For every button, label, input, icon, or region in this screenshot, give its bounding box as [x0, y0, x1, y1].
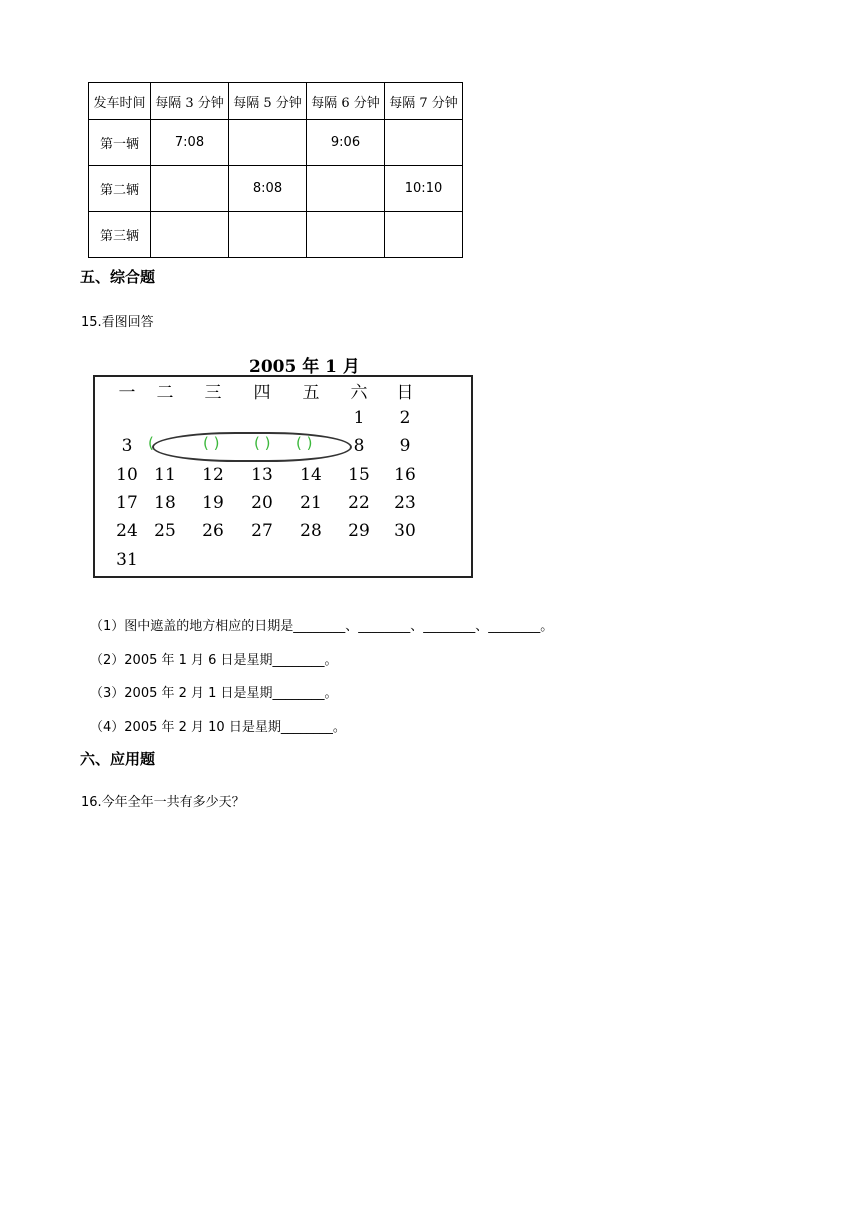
weekday-label: 四 — [253, 383, 271, 403]
weekday-label: 二 — [156, 383, 174, 403]
calendar-day: 28 — [300, 521, 322, 541]
calendar-day: 20 — [251, 493, 273, 513]
table-row — [89, 166, 463, 212]
calendar-day: 19 — [202, 493, 224, 513]
hidden-date-mark: ( ) — [254, 434, 271, 452]
table-header-cell: 发车时间 — [89, 83, 151, 120]
table-header-cell: 每隔 7 分钟 — [385, 83, 463, 120]
row-label: 第一辆 — [89, 120, 151, 166]
table-cell — [229, 120, 307, 166]
calendar-day: 9 — [399, 436, 411, 456]
table-cell — [385, 120, 463, 166]
table-cell — [151, 166, 229, 212]
table-header-row — [89, 83, 463, 120]
table-cell — [385, 212, 463, 258]
hidden-date-mark: ( ) — [203, 434, 220, 452]
calendar-day: 27 — [251, 521, 273, 541]
calendar-day: 3 — [121, 436, 133, 456]
calendar-day: 18 — [154, 493, 176, 513]
table-cell — [307, 166, 385, 212]
calendar-day: 1 — [353, 408, 365, 428]
calendar-day: 23 — [394, 493, 416, 513]
bus-schedule-table — [88, 82, 463, 258]
table-cell: 9:06 — [307, 120, 385, 166]
calendar-day: 25 — [154, 521, 176, 541]
calendar-day: 29 — [348, 521, 370, 541]
sub-question-2: （2）2005 年 1 月 6 日是星期________。 — [90, 653, 338, 668]
covered-area — [152, 432, 352, 462]
table-row — [89, 120, 463, 166]
calendar-day: 10 — [116, 465, 138, 485]
table-cell — [151, 212, 229, 258]
calendar-day: 24 — [116, 521, 138, 541]
weekday-label: 六 — [350, 383, 368, 403]
hidden-date-mark: ( — [148, 434, 154, 452]
sub-question-1: （1）图中遮盖的地方相应的日期是________、________、________、________。 — [90, 619, 554, 634]
weekday-label: 五 — [302, 383, 320, 403]
calendar-day: 12 — [202, 465, 224, 485]
calendar-day: 11 — [154, 465, 176, 485]
calendar-day: 14 — [300, 465, 322, 485]
calendar-day: 2 — [399, 408, 411, 428]
sub-question-3: （3）2005 年 2 月 1 日是星期________。 — [90, 686, 338, 701]
calendar-day: 13 — [251, 465, 273, 485]
section-title-application: 六、应用题 — [80, 750, 156, 768]
sub-question-4: （4）2005 年 2 月 10 日是星期________。 — [90, 720, 346, 735]
hidden-date-mark: ( ) — [296, 434, 313, 452]
table-cell — [229, 212, 307, 258]
table-cell: 8:08 — [229, 166, 307, 212]
calendar-day: 22 — [348, 493, 370, 513]
table-cell — [307, 212, 385, 258]
row-label: 第二辆 — [89, 166, 151, 212]
table-cell: 10:10 — [385, 166, 463, 212]
calendar-day: 30 — [394, 521, 416, 541]
table-row — [89, 212, 463, 258]
calendar-day: 26 — [202, 521, 224, 541]
question-16: 16.今年全年一共有多少天？ — [81, 795, 245, 810]
calendar-day: 21 — [300, 493, 322, 513]
calendar-day: 17 — [116, 493, 138, 513]
row-label: 第三辆 — [89, 212, 151, 258]
calendar-day: 31 — [116, 550, 138, 570]
table-header-cell: 每隔 5 分钟 — [229, 83, 307, 120]
table-cell: 7:08 — [151, 120, 229, 166]
section-title-comprehensive: 五、综合题 — [80, 268, 156, 286]
table-header-cell: 每隔 3 分钟 — [151, 83, 229, 120]
calendar-title: 2005 年 1 月 — [249, 357, 360, 377]
question-15: 15.看图回答 — [81, 315, 154, 330]
weekday-label: 日 — [396, 383, 414, 403]
table-header-cell: 每隔 6 分钟 — [307, 83, 385, 120]
weekday-label: 一 — [118, 383, 136, 403]
weekday-label: 三 — [204, 383, 222, 403]
calendar-day: 15 — [348, 465, 370, 485]
calendar-day: 16 — [394, 465, 416, 485]
calendar-day: 8 — [353, 436, 365, 456]
